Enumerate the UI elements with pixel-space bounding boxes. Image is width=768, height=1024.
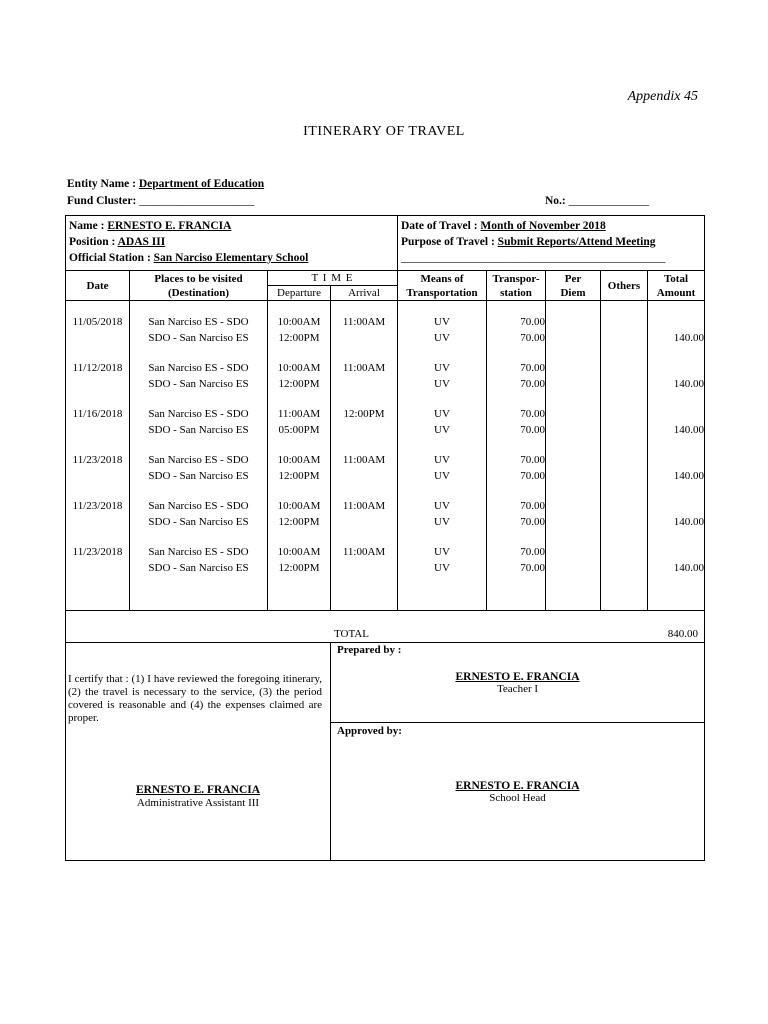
appendix-label: Appendix 45 (627, 89, 698, 104)
entry-line: 10:00AM (277, 500, 321, 512)
entry-group (487, 315, 545, 346)
entry-line: UV (434, 316, 450, 328)
entry-line: San Narciso ES - SDO (148, 500, 249, 512)
date-value: Month of November 2018 (480, 220, 606, 232)
entry-line: San Narciso ES - SDO (148, 454, 249, 466)
total-value: 840.00 (667, 628, 699, 640)
places-column (130, 301, 268, 611)
col-perdiem: Per Diem (546, 271, 601, 301)
entry-group (130, 545, 267, 576)
entry-line: 11/23/2018 (72, 546, 123, 558)
entry-group (648, 315, 704, 346)
col-date: Date (66, 271, 130, 301)
entity-name (67, 178, 264, 190)
entry-line (331, 469, 397, 485)
purpose-value: Submit Reports/Attend Meeting (497, 236, 656, 248)
entry-line: 05:00PM (278, 423, 320, 436)
entry-group (268, 499, 330, 530)
document-number (545, 195, 649, 207)
entry-line: 140.00 (673, 469, 705, 482)
prepared-name: ERNESTO E. FRANCIA (455, 671, 580, 683)
entry-line: UV (434, 500, 450, 512)
entry-line (648, 361, 704, 377)
traveler-info (66, 216, 398, 271)
entry-line: 11:00AM (342, 454, 386, 466)
signature-row-1 (66, 643, 705, 723)
entry-line: UV (434, 546, 450, 558)
entry-group (268, 545, 330, 576)
entry-group (398, 361, 486, 392)
approved-label: Approved by: (337, 725, 402, 737)
entity-value: Department of Education (138, 178, 265, 190)
entry-line: UV (434, 331, 450, 344)
entry-line: 11:00AM (277, 408, 321, 420)
column-header-row (66, 271, 705, 286)
entry-group (268, 453, 330, 484)
col-arrival: Arrival (331, 286, 398, 301)
prepared-label: Prepared by : (337, 644, 402, 656)
entry-line: 70.00 (520, 561, 545, 574)
name-value: ERNESTO E. FRANCIA (107, 220, 232, 232)
entry-line: 140.00 (673, 561, 705, 574)
col-departure: Departure (268, 286, 331, 301)
entry-line: 12:00PM (278, 561, 320, 574)
entry-group (268, 407, 330, 438)
entry-group (331, 407, 397, 438)
certifier-position: Administrative Assistant III (136, 797, 260, 809)
name-label: Name : (69, 220, 105, 232)
col-means: Means of Transportation (398, 271, 487, 301)
entry-group (487, 499, 545, 530)
entry-line: 10:00AM (277, 362, 321, 374)
certifier-name: ERNESTO E. FRANCIA (135, 784, 261, 796)
entry-line: SDO - San Narciso ES (148, 561, 249, 574)
entry-line: 12:00PM (278, 377, 320, 390)
position-label: Position : (69, 236, 116, 248)
col-time: T I M E (268, 271, 398, 286)
entry-group (331, 315, 397, 346)
entry-line (648, 453, 704, 469)
entry-line: 11/05/2018 (72, 316, 123, 328)
entry-line: 12:00PM (278, 331, 320, 344)
fund-cluster-label: Fund Cluster: (67, 195, 137, 207)
entry-line (648, 499, 704, 515)
entries-body (66, 301, 705, 611)
approved-cell (331, 723, 705, 861)
purpose-label: Purpose of Travel : (401, 236, 495, 248)
entry-line: 12:00PM (278, 515, 320, 528)
travel-info (398, 216, 705, 271)
entry-group (648, 499, 704, 530)
col-transpo: Transpor- station (487, 271, 546, 301)
entry-line (648, 315, 704, 331)
entry-group (268, 361, 330, 392)
date-label: Date of Travel : (401, 220, 478, 232)
certification-cell (66, 643, 331, 861)
entry-line: SDO - San Narciso ES (148, 515, 249, 528)
arrival-column (331, 301, 398, 611)
entry-group (130, 407, 267, 438)
entry-line: 11:00AM (342, 500, 386, 512)
certification-text: I certify that : (1) I have reviewed the foregoing itinerary, (2) the travel is necessary to the service, (3) the period covered is reasonable and (4) the expenses claimed are proper. (68, 673, 322, 724)
entry-line: UV (434, 561, 450, 574)
col-others: Others (601, 271, 648, 301)
entry-line: SDO - San Narciso ES (148, 423, 249, 436)
entry-group (648, 407, 704, 438)
entry-group (331, 545, 397, 576)
means-column (398, 301, 487, 611)
entry-group (66, 361, 129, 392)
entry-line: San Narciso ES - SDO (148, 546, 249, 558)
entry-group (331, 499, 397, 530)
total-label: TOTAL (334, 628, 369, 640)
entry-group (66, 407, 129, 438)
entry-line: 70.00 (520, 546, 545, 558)
entry-group (487, 407, 545, 438)
approved-name: ERNESTO E. FRANCIA (455, 780, 580, 792)
entry-line: 140.00 (673, 377, 705, 390)
entry-line: 140.00 (673, 331, 705, 344)
entry-line: 70.00 (520, 408, 545, 420)
entry-group (398, 315, 486, 346)
date-column (66, 301, 130, 611)
entry-group (648, 361, 704, 392)
position-value: ADAS III (117, 236, 166, 248)
entry-group (66, 453, 129, 484)
entry-line: 70.00 (520, 377, 545, 390)
entry-line (331, 515, 397, 531)
entry-line (66, 423, 129, 439)
departure-column (268, 301, 331, 611)
entry-line: 10:00AM (277, 546, 321, 558)
document-title: ITINERARY OF TRAVEL (303, 124, 465, 139)
entry-line: San Narciso ES - SDO (148, 408, 249, 420)
entry-group (66, 545, 129, 576)
entry-group (331, 361, 397, 392)
entry-line: 11/23/2018 (72, 500, 123, 512)
entry-line: UV (434, 377, 450, 390)
purpose-line2: ______________________________________________ (401, 252, 666, 264)
entity-label: Entity Name : (67, 178, 136, 190)
entry-line (331, 561, 397, 577)
itinerary-table (65, 215, 705, 861)
entry-group (130, 361, 267, 392)
entry-line: 70.00 (520, 316, 545, 328)
entry-group (268, 315, 330, 346)
entry-line: 11/16/2018 (72, 408, 123, 420)
entry-group (66, 499, 129, 530)
entry-line: UV (434, 469, 450, 482)
entry-line: 70.00 (520, 362, 545, 374)
entry-line: UV (434, 454, 450, 466)
entry-group (66, 315, 129, 346)
entry-group (487, 545, 545, 576)
entry-line: SDO - San Narciso ES (148, 377, 249, 390)
no-value: ______________ (568, 195, 650, 207)
entry-line: 70.00 (520, 500, 545, 512)
prepared-cell (331, 643, 705, 723)
total-column (648, 301, 705, 611)
col-places: Places to be visited (Destination) (130, 271, 268, 301)
total-row (66, 611, 705, 643)
entry-line (66, 377, 129, 393)
entry-group (331, 453, 397, 484)
prepared-position: Teacher I (496, 683, 539, 695)
entry-line: 12:00PM (278, 469, 320, 482)
entry-line: 140.00 (673, 423, 705, 436)
entry-line (648, 407, 704, 423)
entry-line: 70.00 (520, 423, 545, 436)
station-value: San Narciso Elementary School (153, 252, 309, 264)
entry-line: UV (434, 362, 450, 374)
entry-line (66, 469, 129, 485)
entry-line: 70.00 (520, 454, 545, 466)
entry-group (398, 453, 486, 484)
entry-line: UV (434, 423, 450, 436)
entry-line: San Narciso ES - SDO (148, 362, 249, 374)
total-cell (66, 611, 705, 643)
fare-column (487, 301, 546, 611)
entry-line (648, 545, 704, 561)
entry-group (487, 453, 545, 484)
entry-line: 11:00AM (342, 546, 386, 558)
entry-line: 70.00 (520, 515, 545, 528)
entry-line: 11:00AM (342, 362, 386, 374)
entry-line: 70.00 (520, 331, 545, 344)
entry-group (398, 545, 486, 576)
entry-line: UV (434, 408, 450, 420)
perdiem-column (546, 301, 601, 611)
entry-line: 70.00 (520, 469, 545, 482)
entry-line: SDO - San Narciso ES (148, 331, 249, 344)
fund-cluster-value: ____________________ (139, 195, 255, 207)
header-info-row (66, 216, 705, 271)
entry-line (66, 561, 129, 577)
entry-line (331, 377, 397, 393)
entry-line: 11/23/2018 (72, 454, 123, 466)
entry-group (130, 453, 267, 484)
entry-line: 140.00 (673, 515, 705, 528)
entry-line: SDO - San Narciso ES (148, 469, 249, 482)
entry-line: 12:00PM (343, 408, 385, 420)
entry-line: UV (434, 515, 450, 528)
entry-group (398, 407, 486, 438)
entry-line: 10:00AM (277, 454, 321, 466)
entry-group (648, 453, 704, 484)
entry-line (331, 331, 397, 347)
entry-line (66, 515, 129, 531)
others-column (601, 301, 648, 611)
entry-line: 10:00AM (277, 316, 321, 328)
no-label: No.: (545, 195, 566, 207)
approved-position: School Head (489, 792, 546, 804)
entry-group (648, 545, 704, 576)
entry-line: 11:00AM (342, 316, 386, 328)
entry-group (398, 499, 486, 530)
entry-line: 11/12/2018 (72, 362, 123, 374)
fund-cluster (67, 195, 254, 207)
entry-group (130, 315, 267, 346)
entry-group (487, 361, 545, 392)
entry-line (66, 331, 129, 347)
col-total: Total Amount (648, 271, 705, 301)
entry-line: San Narciso ES - SDO (148, 316, 249, 328)
entry-group (130, 499, 267, 530)
station-label: Official Station : (69, 252, 151, 264)
entry-line (331, 423, 397, 439)
